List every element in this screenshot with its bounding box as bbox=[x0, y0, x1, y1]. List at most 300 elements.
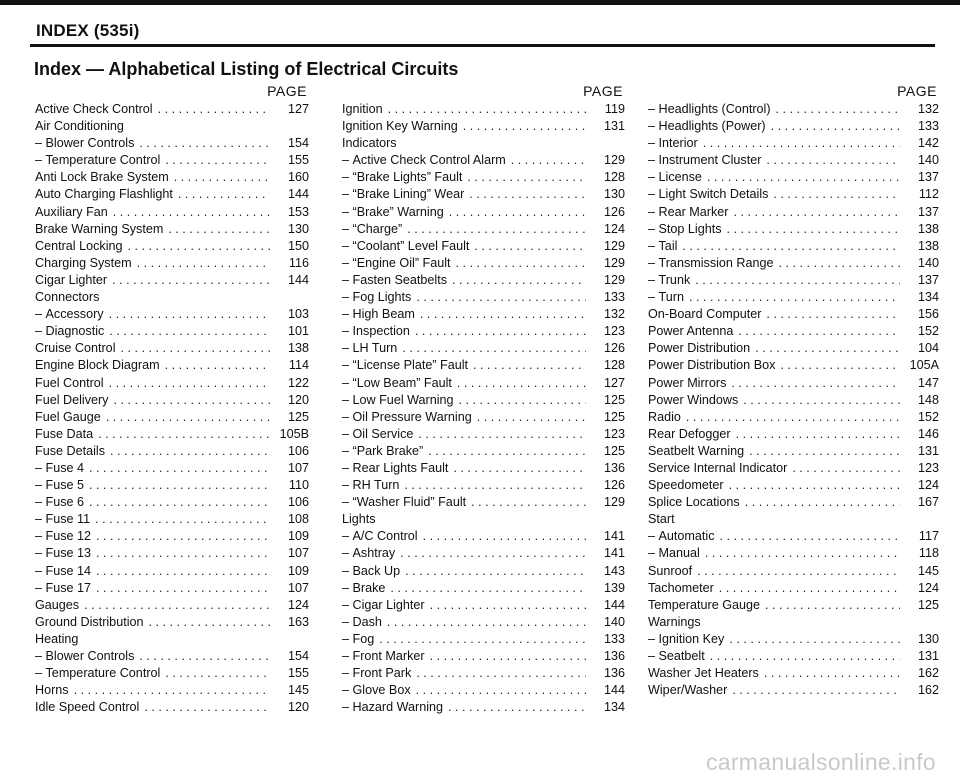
dot-leader bbox=[430, 597, 586, 614]
dot-leader bbox=[418, 426, 586, 443]
entry-page-number: 128 bbox=[603, 358, 625, 373]
entry-label: – RH Turn bbox=[342, 477, 399, 494]
entry-label: – Active Check Control Alarm bbox=[342, 152, 506, 169]
index-entry bbox=[35, 460, 309, 477]
entry-page-number: 123 bbox=[603, 426, 625, 441]
entry-label: – Brake bbox=[342, 580, 385, 597]
index-entry bbox=[342, 648, 625, 665]
top-rule bbox=[0, 0, 960, 5]
dot-leader bbox=[689, 289, 900, 306]
entry-label: – Automatic bbox=[648, 528, 715, 545]
index-entry bbox=[648, 494, 939, 511]
dot-leader bbox=[511, 152, 586, 169]
entry-page-number: 133 bbox=[917, 119, 939, 134]
dot-leader bbox=[144, 699, 270, 716]
entry-label: Fuel Control bbox=[35, 375, 104, 390]
entry-label: Cigar Lighter bbox=[35, 272, 108, 287]
dot-leader bbox=[732, 682, 900, 699]
entry-label: Splice Locations bbox=[648, 495, 740, 510]
index-entry bbox=[35, 221, 309, 238]
index-entry bbox=[35, 682, 309, 699]
dot-leader bbox=[407, 221, 586, 238]
dot-leader bbox=[749, 443, 900, 460]
dot-leader bbox=[764, 665, 900, 682]
dot-leader bbox=[773, 186, 900, 203]
entry-label: – Blower Controls bbox=[35, 135, 134, 152]
entry-label: Tachometer bbox=[648, 580, 714, 595]
index-entry bbox=[35, 443, 309, 460]
entry-label: Power Windows bbox=[648, 392, 739, 407]
index-entry bbox=[35, 392, 309, 409]
dot-leader bbox=[695, 272, 900, 289]
dot-leader bbox=[109, 375, 270, 392]
entry-page-number: 123 bbox=[603, 324, 625, 339]
index-entry bbox=[648, 169, 939, 186]
dot-leader bbox=[729, 631, 900, 648]
entry-label: – “Engine Oil” Fault bbox=[342, 255, 451, 272]
index-entry bbox=[342, 289, 625, 306]
index-entry bbox=[342, 135, 625, 152]
header-title: INDEX (535i) bbox=[36, 21, 140, 40]
page-title: Index — Alphabetical Listing of Electrical Circuits bbox=[34, 59, 459, 79]
entry-label: Air Conditioning bbox=[35, 119, 124, 134]
entry-page-number: 109 bbox=[287, 529, 309, 544]
dot-leader bbox=[453, 460, 586, 477]
index-entry bbox=[342, 169, 625, 186]
dot-leader bbox=[705, 545, 900, 562]
index-entry bbox=[648, 545, 939, 562]
entry-page-number: 125 bbox=[917, 597, 939, 612]
index-entry bbox=[35, 289, 309, 306]
entry-page-number: 126 bbox=[603, 204, 625, 219]
entry-label: – Ashtray bbox=[342, 545, 395, 562]
index-entry bbox=[35, 409, 309, 426]
dot-leader bbox=[400, 545, 586, 562]
dot-leader bbox=[106, 409, 270, 426]
entry-label: – Oil Service bbox=[342, 426, 413, 443]
dot-leader bbox=[165, 357, 270, 374]
index-entry bbox=[342, 631, 625, 648]
index-entry bbox=[35, 169, 309, 186]
dot-leader bbox=[109, 323, 270, 340]
entry-page-number: 132 bbox=[603, 307, 625, 322]
index-entry bbox=[648, 580, 939, 597]
index-entry bbox=[648, 597, 939, 614]
index-entry bbox=[342, 375, 625, 392]
entry-label: Radio bbox=[648, 409, 681, 424]
index-entry bbox=[648, 186, 939, 203]
entry-label: – Temperature Control bbox=[35, 152, 160, 169]
dot-leader bbox=[457, 375, 586, 392]
entry-page-number: 144 bbox=[287, 272, 309, 287]
entry-label: Lights bbox=[342, 512, 376, 527]
entry-page-number: 144 bbox=[287, 187, 309, 202]
entry-label: Auxiliary Fan bbox=[35, 204, 108, 219]
entry-page-number: 132 bbox=[917, 102, 939, 116]
entry-page-number: 131 bbox=[917, 649, 939, 663]
index-entry bbox=[342, 409, 625, 426]
entry-label: – Transmission Range bbox=[648, 255, 774, 272]
entry-label: – Rear Lights Fault bbox=[342, 460, 448, 477]
entry-page-number: 137 bbox=[917, 272, 939, 287]
index-entry bbox=[648, 135, 939, 152]
index-entry bbox=[648, 477, 939, 494]
entry-label: Active Check Control bbox=[35, 102, 153, 116]
entry-page-number: 129 bbox=[603, 238, 625, 253]
index-entry bbox=[342, 392, 625, 409]
dot-leader bbox=[137, 255, 270, 272]
index-entry bbox=[35, 238, 309, 255]
dot-leader bbox=[727, 221, 900, 238]
index-entry bbox=[342, 682, 625, 699]
dot-leader bbox=[428, 443, 586, 460]
dot-leader bbox=[416, 665, 586, 682]
dot-leader bbox=[96, 528, 270, 545]
dot-leader bbox=[474, 238, 586, 255]
entry-page-number: 156 bbox=[917, 307, 939, 322]
entry-label: Heating bbox=[35, 631, 79, 646]
index-entry bbox=[342, 460, 625, 477]
entry-label: – Fuse 14 bbox=[35, 563, 91, 580]
entry-page-number: 153 bbox=[287, 204, 309, 219]
index-entry bbox=[648, 563, 939, 580]
entry-page-number: 103 bbox=[287, 307, 309, 322]
dot-leader bbox=[379, 631, 586, 648]
index-entry bbox=[342, 563, 625, 580]
entry-label: – Front Park bbox=[342, 665, 411, 682]
dot-leader bbox=[405, 563, 586, 580]
entry-page-number: 123 bbox=[917, 460, 939, 475]
entry-label: Cruise Control bbox=[35, 341, 116, 356]
entry-page-number: 118 bbox=[918, 546, 939, 561]
index-entry bbox=[342, 340, 625, 357]
entry-label: Fuel Delivery bbox=[35, 392, 109, 407]
index-entry bbox=[35, 494, 309, 511]
dot-leader bbox=[416, 682, 586, 699]
entry-page-number: 130 bbox=[917, 631, 939, 646]
dot-leader bbox=[743, 392, 900, 409]
dot-leader bbox=[707, 169, 900, 186]
entry-label: Wiper/Washer bbox=[648, 683, 728, 698]
index-entry bbox=[342, 665, 625, 682]
dot-leader bbox=[734, 204, 901, 221]
index-entry bbox=[342, 528, 625, 545]
entry-page-number: 129 bbox=[603, 153, 625, 168]
entry-label: – Front Marker bbox=[342, 648, 425, 665]
entry-label: Power Mirrors bbox=[648, 375, 727, 390]
index-entry bbox=[342, 204, 625, 221]
entry-label: Rear Defogger bbox=[648, 426, 731, 441]
index-entry bbox=[35, 340, 309, 357]
dot-leader bbox=[95, 511, 270, 528]
index-entry bbox=[342, 323, 625, 340]
entry-page-number: 125 bbox=[603, 443, 625, 458]
entry-label: – “Brake Lining” Wear bbox=[342, 186, 464, 203]
entry-page-number: 142 bbox=[917, 136, 939, 151]
dot-leader bbox=[89, 460, 270, 477]
dot-leader bbox=[459, 392, 586, 409]
entry-page-number: 136 bbox=[603, 460, 625, 475]
dot-leader bbox=[731, 375, 900, 392]
entry-page-number: 138 bbox=[917, 238, 939, 253]
entry-label: – Fog Lights bbox=[342, 289, 411, 306]
dot-leader bbox=[776, 101, 900, 118]
entry-label: – “Coolant” Level Fault bbox=[342, 238, 469, 255]
index-entry bbox=[648, 221, 939, 238]
index-entry bbox=[342, 152, 625, 169]
dot-leader bbox=[420, 306, 586, 323]
entry-label: – Seatbelt bbox=[648, 648, 705, 665]
entry-page-number: 125 bbox=[287, 409, 309, 424]
dot-leader bbox=[96, 563, 270, 580]
entry-page-number: 140 bbox=[917, 153, 939, 168]
entry-label: – Blower Controls bbox=[35, 648, 134, 665]
index-entry bbox=[35, 306, 309, 323]
dot-leader bbox=[755, 340, 900, 357]
index-entry bbox=[35, 255, 309, 272]
entry-label: – High Beam bbox=[342, 306, 415, 323]
dot-leader bbox=[477, 409, 586, 426]
entry-page-number: 136 bbox=[603, 649, 625, 663]
dot-leader bbox=[703, 135, 900, 152]
entry-label: Central Locking bbox=[35, 238, 123, 253]
dot-leader bbox=[110, 443, 270, 460]
index-column-3 bbox=[648, 82, 939, 699]
entry-page-number: 124 bbox=[917, 580, 939, 595]
index-entry bbox=[35, 665, 309, 682]
entry-page-number: 162 bbox=[917, 666, 939, 681]
entry-label: Auto Charging Flashlight bbox=[35, 187, 173, 202]
dot-leader bbox=[109, 306, 270, 323]
entry-label: – Fuse 11 bbox=[35, 511, 90, 528]
entry-label: – Oil Pressure Warning bbox=[342, 409, 472, 426]
entry-page-number: 162 bbox=[917, 683, 939, 698]
entry-page-number: 105B bbox=[279, 426, 309, 441]
index-entry bbox=[648, 255, 939, 272]
entry-label: – Fuse 4 bbox=[35, 460, 84, 477]
entry-label: Idle Speed Control bbox=[35, 700, 140, 715]
entry-page-number: 120 bbox=[287, 700, 309, 715]
dot-leader bbox=[96, 545, 270, 562]
entry-label: Service Internal Indicator bbox=[648, 460, 788, 475]
dot-leader bbox=[686, 409, 900, 426]
entry-page-number: 154 bbox=[287, 649, 309, 663]
dot-leader bbox=[96, 580, 270, 597]
entry-page-number: 129 bbox=[603, 255, 625, 270]
entry-page-number: 133 bbox=[603, 631, 625, 646]
entry-page-number: 107 bbox=[287, 546, 309, 561]
entry-label: – LH Turn bbox=[342, 340, 397, 357]
index-entry bbox=[35, 477, 309, 494]
index-entry bbox=[648, 357, 939, 374]
index-entry bbox=[342, 443, 625, 460]
entry-page-number: 167 bbox=[917, 495, 939, 510]
entry-page-number: 128 bbox=[603, 170, 625, 185]
index-entry bbox=[648, 306, 939, 323]
entry-page-number: 148 bbox=[917, 392, 939, 407]
index-entry bbox=[35, 272, 309, 289]
index-entries bbox=[342, 101, 625, 716]
dot-leader bbox=[448, 699, 586, 716]
dot-leader bbox=[463, 118, 586, 135]
entry-label: – “Brake” Warning bbox=[342, 204, 444, 221]
index-entry bbox=[648, 340, 939, 357]
dot-leader bbox=[168, 221, 270, 238]
entry-page-number: 136 bbox=[603, 666, 625, 681]
dot-leader bbox=[423, 528, 586, 545]
entry-page-number: 131 bbox=[603, 119, 625, 134]
index-entry bbox=[648, 101, 939, 118]
entry-label: Power Antenna bbox=[648, 324, 734, 339]
entry-page-number: 145 bbox=[917, 563, 939, 578]
entry-page-number: 126 bbox=[603, 478, 625, 493]
entry-page-number: 125 bbox=[603, 409, 625, 424]
dot-leader bbox=[174, 169, 270, 186]
entry-label: – Fuse 12 bbox=[35, 528, 91, 545]
entry-page-number: 163 bbox=[287, 614, 309, 629]
dot-leader bbox=[416, 289, 586, 306]
entry-label: Speedometer bbox=[648, 478, 724, 493]
index-entry bbox=[342, 494, 625, 511]
entry-label: – Instrument Cluster bbox=[648, 152, 761, 169]
index-entry bbox=[35, 375, 309, 392]
dot-leader bbox=[89, 494, 270, 511]
index-entry bbox=[35, 631, 309, 648]
entry-label: Start bbox=[648, 512, 675, 527]
index-column-2 bbox=[342, 82, 625, 716]
entry-page-number: 109 bbox=[287, 563, 309, 578]
entry-page-number: 125 bbox=[603, 392, 625, 407]
entry-label: – Rear Marker bbox=[648, 204, 729, 221]
index-entry bbox=[35, 186, 309, 203]
dot-leader bbox=[112, 272, 270, 289]
entry-label: – “Low Beam” Fault bbox=[342, 375, 452, 392]
entry-label: Fuel Gauge bbox=[35, 409, 101, 424]
entry-label: Gauges bbox=[35, 597, 80, 612]
entry-page-number: 101 bbox=[287, 324, 309, 339]
index-entry bbox=[648, 631, 939, 648]
entry-page-number: 126 bbox=[603, 341, 625, 356]
dot-leader bbox=[682, 238, 900, 255]
index-entry bbox=[648, 426, 939, 443]
entry-label: Power Distribution bbox=[648, 341, 751, 356]
entry-page-number: 138 bbox=[287, 341, 309, 356]
index-entry bbox=[35, 357, 309, 374]
entry-page-number: 114 bbox=[288, 358, 309, 373]
index-entry bbox=[342, 306, 625, 323]
index-entry bbox=[342, 357, 625, 374]
index-entry bbox=[648, 511, 939, 528]
index-entry bbox=[648, 375, 939, 392]
entry-page-number: 139 bbox=[603, 580, 625, 595]
dot-leader bbox=[452, 272, 586, 289]
entry-page-number: 110 bbox=[288, 478, 309, 493]
index-entry bbox=[342, 238, 625, 255]
index-entry bbox=[648, 272, 939, 289]
entry-label: – “License Plate” Fault bbox=[342, 357, 468, 374]
entry-label: – Stop Lights bbox=[648, 221, 722, 238]
entry-page-number: 144 bbox=[603, 683, 625, 698]
dot-leader bbox=[779, 255, 900, 272]
entry-page-number: 146 bbox=[917, 426, 939, 441]
entry-label: – Temperature Control bbox=[35, 665, 160, 682]
index-entry bbox=[35, 152, 309, 169]
index-entry bbox=[648, 204, 939, 221]
dot-leader bbox=[178, 186, 270, 203]
dot-leader bbox=[387, 614, 586, 631]
dot-leader bbox=[415, 323, 586, 340]
dot-leader bbox=[720, 528, 900, 545]
dot-leader bbox=[780, 357, 900, 374]
dot-leader bbox=[98, 426, 270, 443]
entry-label: Warnings bbox=[648, 614, 701, 629]
entry-label: Fuse Details bbox=[35, 443, 105, 458]
entry-label: Seatbelt Warning bbox=[648, 443, 745, 458]
index-entry bbox=[342, 477, 625, 494]
entry-label: – Low Fuel Warning bbox=[342, 392, 454, 409]
entry-label: Ground Distribution bbox=[35, 614, 144, 629]
page-column-heading: PAGE bbox=[583, 83, 623, 99]
entry-label: – Hazard Warning bbox=[342, 699, 443, 716]
entry-page-number: 152 bbox=[917, 409, 939, 424]
entry-page-number: 112 bbox=[918, 187, 939, 202]
entry-page-number: 124 bbox=[603, 221, 625, 236]
dot-leader bbox=[766, 306, 900, 323]
entry-label: – Fasten Seatbelts bbox=[342, 272, 447, 289]
entry-label: – Headlights (Power) bbox=[648, 118, 766, 135]
entry-page-number: 143 bbox=[603, 563, 625, 578]
entry-label: – Manual bbox=[648, 545, 700, 562]
entry-label: – Turn bbox=[648, 289, 684, 306]
entry-label: Ignition bbox=[342, 102, 383, 116]
index-entries bbox=[35, 101, 309, 716]
entry-label: – “Washer Fluid” Fault bbox=[342, 494, 466, 511]
entry-label: Temperature Gauge bbox=[648, 597, 761, 612]
header-rule bbox=[30, 44, 935, 47]
index-entry bbox=[35, 118, 309, 135]
index-entry bbox=[648, 238, 939, 255]
entry-label: – “Park Brake” bbox=[342, 443, 423, 460]
entry-page-number: 154 bbox=[287, 136, 309, 151]
dot-leader bbox=[149, 614, 271, 631]
index-entry bbox=[648, 682, 939, 699]
dot-leader bbox=[473, 357, 586, 374]
dot-leader bbox=[771, 118, 900, 135]
entry-label: – Interior bbox=[648, 135, 698, 152]
entry-page-number: 105A bbox=[909, 358, 939, 373]
index-entry bbox=[35, 648, 309, 665]
entry-label: – Headlights (Control) bbox=[648, 101, 771, 118]
entry-label: Connectors bbox=[35, 290, 100, 305]
index-entry bbox=[342, 426, 625, 443]
entry-label: – Fuse 6 bbox=[35, 494, 84, 511]
index-entry bbox=[342, 614, 625, 631]
dot-leader bbox=[792, 460, 900, 477]
entry-label: Horns bbox=[35, 683, 69, 698]
entry-label: Indicators bbox=[342, 136, 397, 151]
entry-page-number: 116 bbox=[288, 255, 309, 270]
entry-page-number: 107 bbox=[287, 580, 309, 595]
entry-label: – Fuse 5 bbox=[35, 477, 84, 494]
entry-page-number: 104 bbox=[917, 341, 939, 356]
dot-leader bbox=[113, 204, 270, 221]
entry-page-number: 141 bbox=[603, 546, 625, 561]
index-entry bbox=[648, 323, 939, 340]
entry-label: – Fog bbox=[342, 631, 374, 648]
dot-leader bbox=[469, 186, 586, 203]
entry-page-number: 137 bbox=[917, 170, 939, 185]
entry-label: – “Charge” bbox=[342, 221, 402, 238]
